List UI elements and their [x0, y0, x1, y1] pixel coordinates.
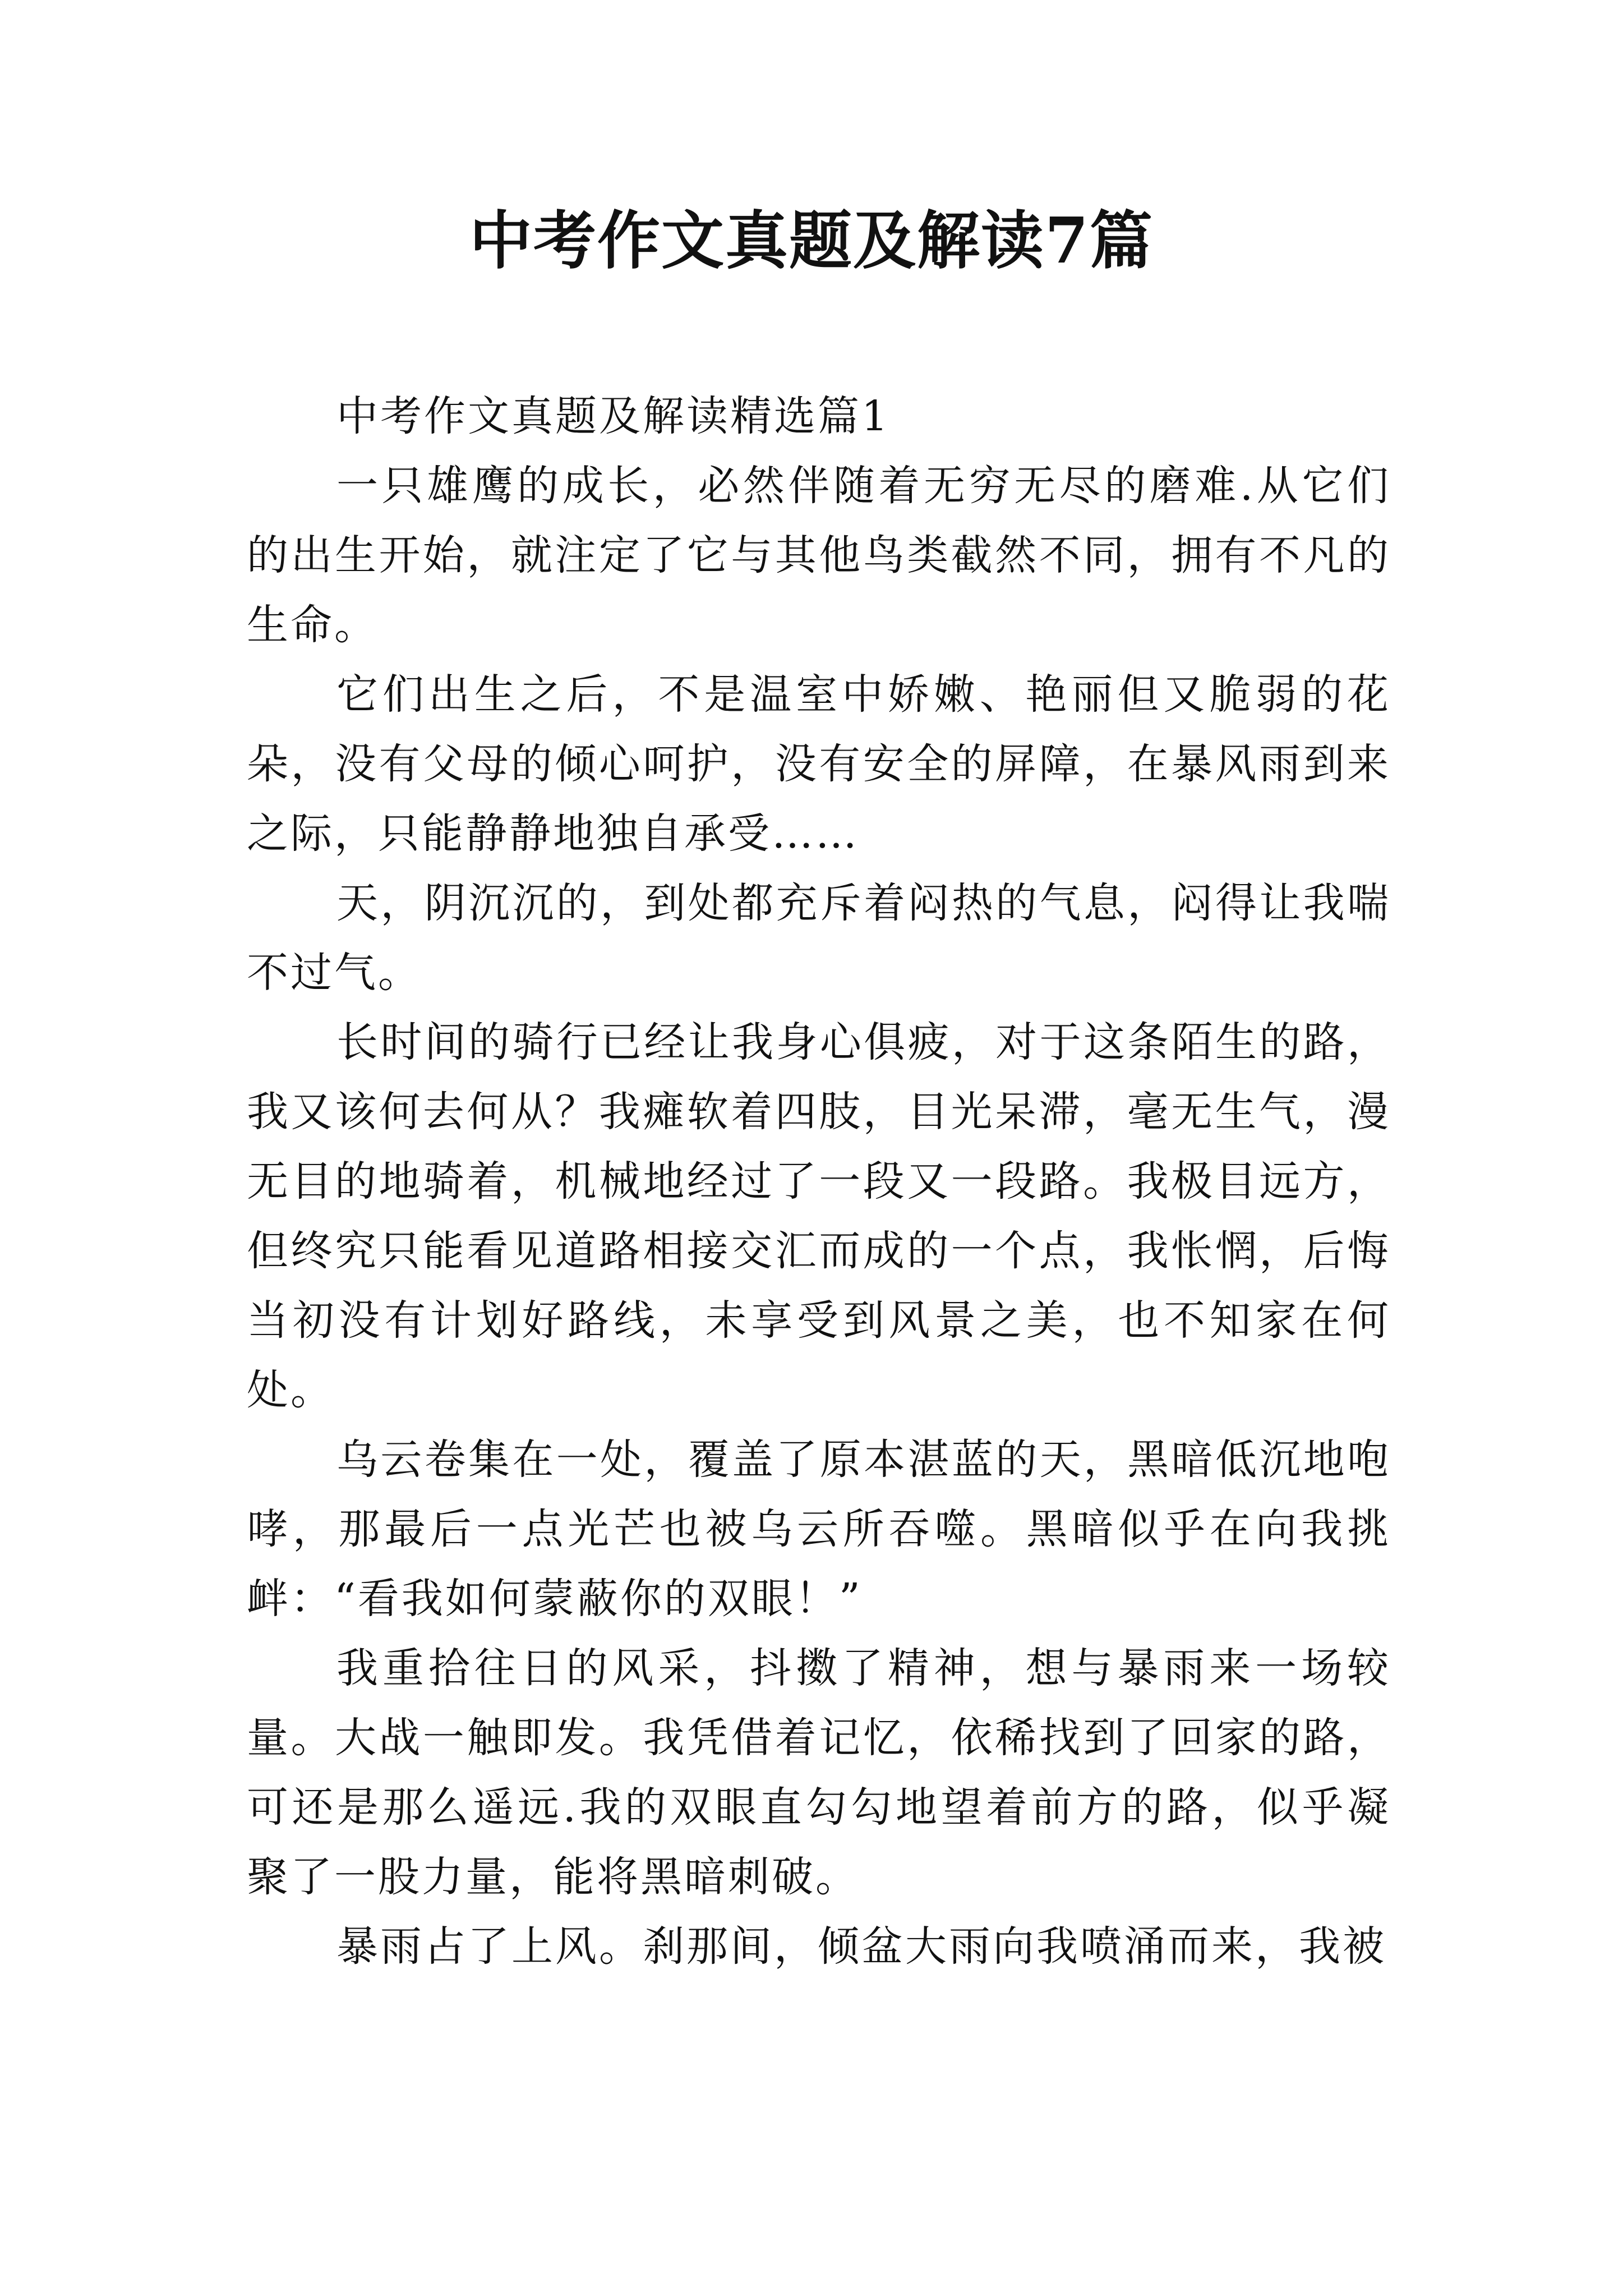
paragraph: 暴雨占了上风。刹那间，倾盆大雨向我喷涌而来，我被 [336, 1922, 1386, 1971]
paragraph: 一只雄鹰的成长，必然伴随着无穷无尽的磨难.从它们的出生开始，就注定了它与其他鸟类截然不同，拥有不凡的生命。 [247, 462, 1391, 649]
paragraph: 它们出生之后，不是温室中娇嫩、艳丽但又脆弱的花朵，没有父母的倾心呵护，没有安全的屏障，在暴风雨到来之际，只能静静地独自承受…… [247, 670, 1391, 858]
paragraph: 长时间的骑行已经让我身心俱疲，对于这条陌生的路，我又该何去何从？我瘫软着四肢，目光呆滞，毫无生气，漫无目的地骑着，机械地经过了一段又一段路。我极目远方，但终究只能看见道路相接交汇而成的一个点，我怅惘，后悔当初没有计划好路线，未享受到风景之美，也不知家在何处。 [247, 1018, 1391, 1414]
paragraph: 天，阴沉沉的，到处都充斥着闷热的气息，闷得让我喘不过气。 [247, 879, 1391, 997]
section-heading: 中考作文真题及解读精选篇1 [336, 392, 891, 440]
paragraph: 我重拾往日的风采，抖擞了精神，想与暴雨来一场较量。大战一触即发。我凭借着记忆，依稀找到了回家的路，可还是那么遥远.我的双眼直勾勾地望着前方的路，似乎凝聚了一股力量，能将黑暗刺破。 [247, 1644, 1391, 1901]
document-title: 中考作文真题及解读7篇 [469, 204, 1154, 278]
paragraph: 乌云卷集在一处，覆盖了原本湛蓝的天，黑暗低沉地咆哮，那最后一点光芒也被乌云所吞噬。黑暗似乎在向我挑衅：“看我如何蒙蔽你的双眼！” [247, 1435, 1391, 1623]
document-body [247, 381, 1391, 1981]
